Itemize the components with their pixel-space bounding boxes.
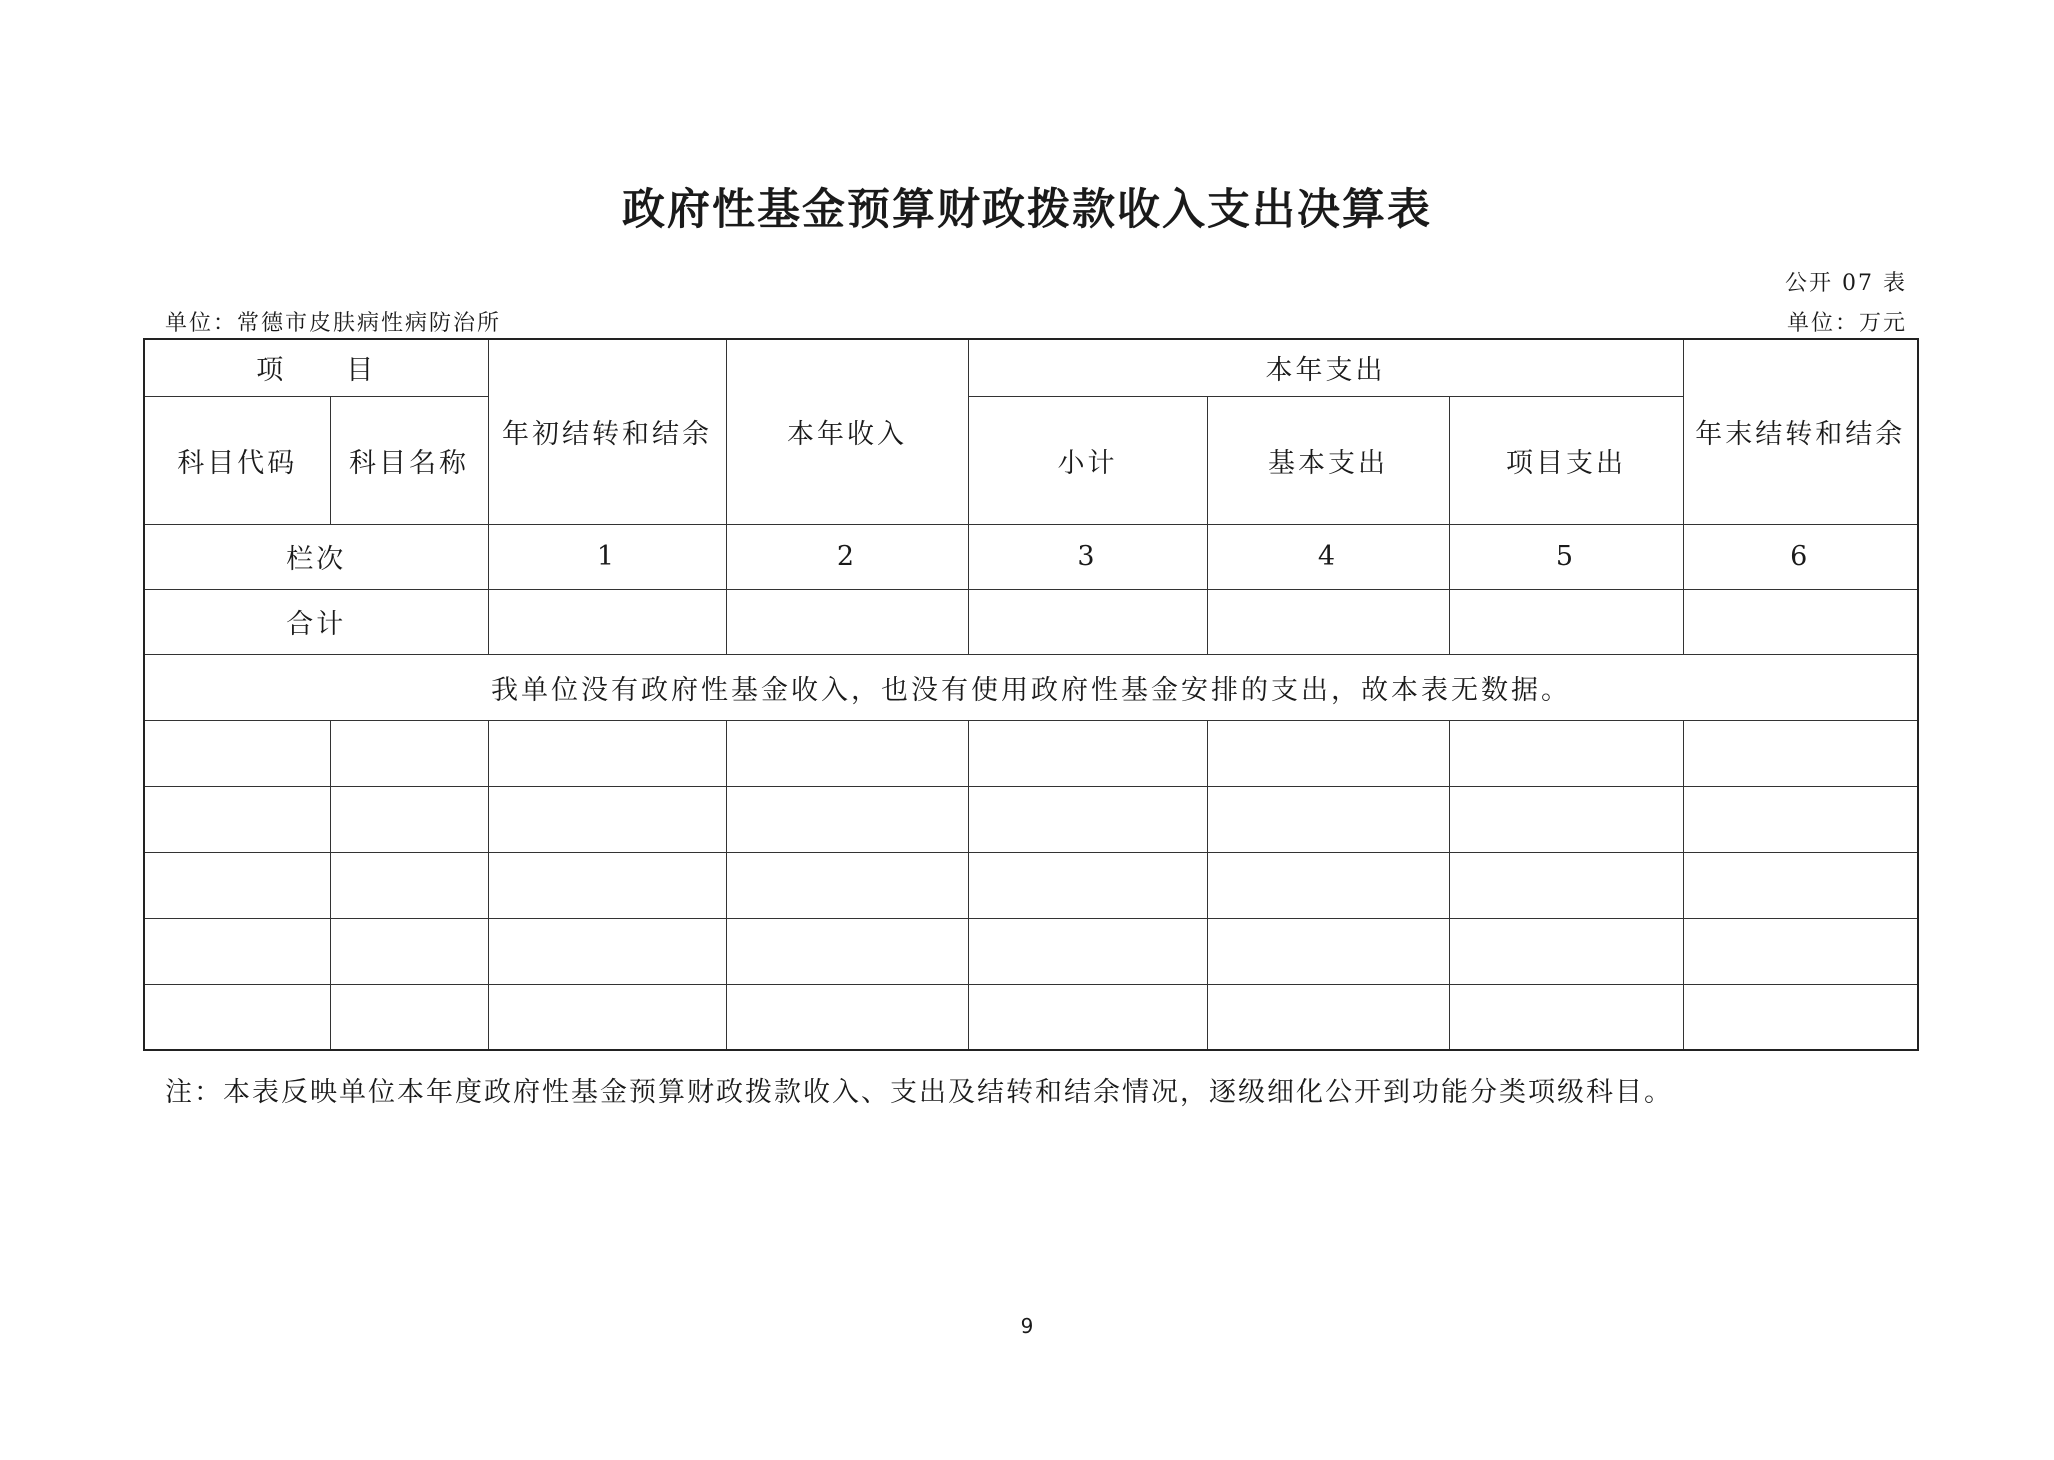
table-row <box>144 918 1918 984</box>
page-title: 政府性基金预算财政拨款收入支出决算表 <box>622 185 1432 235</box>
index-cell: 5 <box>1449 524 1683 589</box>
header-item: 项 目 <box>144 339 488 396</box>
table-row <box>144 984 1918 1050</box>
table-row <box>144 852 1918 918</box>
index-cell: 1 <box>488 524 726 589</box>
header-basic-expense: 基本支出 <box>1207 396 1449 524</box>
table-row-index <box>144 524 1918 589</box>
table-row <box>144 720 1918 786</box>
empty-cell <box>726 589 968 654</box>
table-row-total <box>144 589 1918 654</box>
no-data-message: 我单位没有政府性基金收入，也没有使用政府性基金安排的支出，故本表无数据。 <box>144 654 1918 720</box>
row-index-label: 栏次 <box>144 524 488 589</box>
header-subject-code: 科目代码 <box>144 396 330 524</box>
header-end-balance: 年末结转和结余 <box>1683 339 1918 524</box>
footnote: 注：本表反映单位本年度政府性基金预算财政拨款收入、支出及结转和结余情况，逐级细化公开到功能分类项级科目。 <box>165 1077 1673 1108</box>
empty-cell <box>968 589 1207 654</box>
empty-cell <box>488 589 726 654</box>
page-number: 9 <box>1020 1314 1034 1338</box>
header-project-expense: 项目支出 <box>1449 396 1683 524</box>
header-subtotal: 小计 <box>968 396 1207 524</box>
row-total-label: 合计 <box>144 589 488 654</box>
table-row-message <box>144 654 1918 720</box>
header-begin-balance: 年初结转和结余 <box>488 339 726 524</box>
empty-cell <box>1449 589 1683 654</box>
header-expense: 本年支出 <box>968 339 1683 396</box>
empty-cell <box>1683 589 1918 654</box>
index-cell: 2 <box>726 524 968 589</box>
header-subject-name: 科目名称 <box>330 396 488 524</box>
index-cell: 6 <box>1683 524 1918 589</box>
unit-currency: 单位：万元 <box>1786 311 1907 336</box>
index-cell: 4 <box>1207 524 1449 589</box>
form-number: 公开 07 表 <box>1785 271 1907 296</box>
header-income: 本年收入 <box>726 339 968 524</box>
table-row <box>144 786 1918 852</box>
index-cell: 3 <box>968 524 1207 589</box>
budget-table <box>143 338 1919 1051</box>
empty-cell <box>1207 589 1449 654</box>
unit-organization: 单位：常德市皮肤病性病防治所 <box>165 311 502 336</box>
